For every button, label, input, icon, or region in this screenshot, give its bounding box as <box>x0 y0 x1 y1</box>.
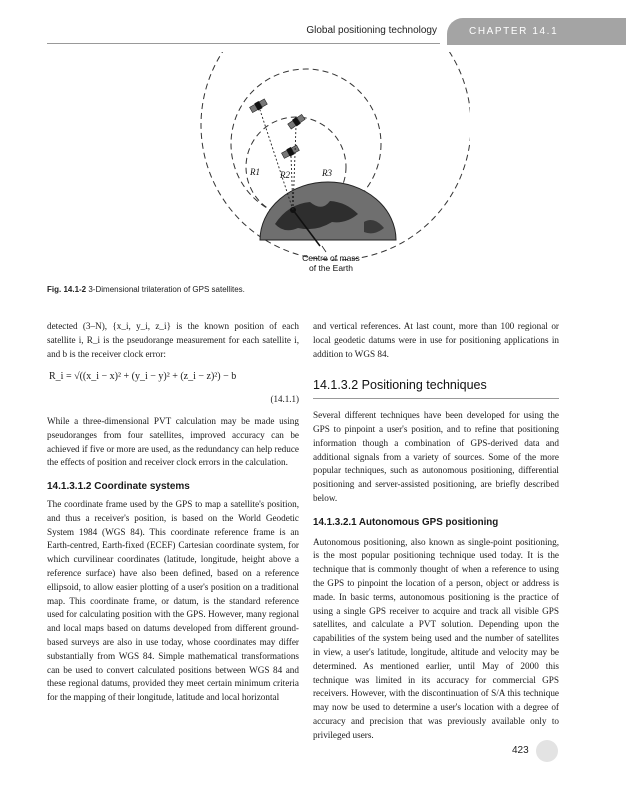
satellite-icon <box>249 98 268 113</box>
subheading-coordinate-systems: 14.1.3.1.2 Coordinate systems <box>47 481 190 493</box>
equation-number: (14.1.1) <box>270 394 299 404</box>
satellite-icon <box>281 144 300 159</box>
trilateration-figure <box>160 52 470 284</box>
right-paragraph-3: Autonomous positioning, also known as single-point positioning, is the most popular positioning technique used today. It is the technique that is commonly thought of when a reference to using the GPS to pinpoint the location of a person, object or address is made. In basic terms, autonomous positioning is the practice of using a single GPS receiver to acquire and track all visible GPS satellites, and calculate a PVT solution. Depending upon the capabilities of the system being used and the number of satellites in view, a user's latitude, longitude, altitude and velocity may be determined. As mentioned earlier, until May of 2000 this technique was limited in its accuracy for commercial GPS receivers. However, with the discontinuation of S/A this technique may now be used to determine a user's location with a degree of accuracy and precision that was previously available only to privileged users. <box>313 536 559 740</box>
left-paragraph-3: The coordinate frame used by the GPS to map a satellite's position, and thus a receiver's position, is based on the World Geodetic System 1984 (WGS 84). This coordinate reference frame is an Earth-centred, Earth-fixed (ECEF) Cartesian coordinate system, for which curvilinear coordinates (latitude, longitude, height above a reference surface) have also been defined, based on a reference ellipsoid, to allow easier plotting of a user's position on a traditional map. This coordinate frame, or datum, is the standard reference used for calculating position with the GPS. However, many regional and local maps based on datums developed from different ground-based surveys are also in use today, whose coordinates may differ substantially from WGS 84. Simple mathematical transformations can be used to convert calculated positions between WGS 84 and these regional datums, provided they meet certain minimum criteria for the mapping of their longitude, latitude and local horizontal <box>47 498 299 703</box>
page-number: 423 <box>512 745 529 756</box>
pseudorange-equation <box>47 368 299 408</box>
figure-caption-number: Fig. 14.1-2 <box>47 285 87 294</box>
satellite-icon <box>287 114 306 130</box>
centre-label-line2: of the Earth <box>309 263 353 273</box>
left-column-continued <box>47 415 299 705</box>
left-paragraph-2: While a three-dimensional PVT calculation may be made using pseudoranges from four satellites, improved accuracy can be achieved if five or more are used, as the redundancy can help reduce the effects of position and receiver clock errors in the calculation. <box>47 416 299 468</box>
left-column <box>47 320 299 361</box>
section-heading-positioning-techniques: 14.1.3.2 Positioning techniques <box>313 379 559 399</box>
centre-leader-line <box>322 246 326 252</box>
page-number-circle <box>536 740 558 762</box>
label-r2: R2 <box>280 170 290 180</box>
centre-label-line1: Centre of mass <box>302 253 360 263</box>
right-column <box>313 320 559 743</box>
header-rule <box>47 43 440 44</box>
label-r1: R1 <box>250 167 260 177</box>
right-paragraph-1: and vertical references. At last count, more than 100 regional or local geodetic datums were in use for positioning applications in addition to WGS 84. <box>313 321 559 359</box>
label-r3: R3 <box>322 168 332 178</box>
running-title: Global positioning technology <box>306 25 437 36</box>
right-paragraph-2: Several different techniques have been developed for using the GPS to pinpoint a user's position, and to refine that positioning information though a combination of GPS-derived data and additional signals from a variety of sources. Some of the more popular techniques, such as autonomous positioning, differential positioning and server-assisted positioning, are briefly described below. <box>313 410 559 503</box>
left-paragraph-intro: detected (3–N), {x_i, y_i, z_i} is the known position of each satellite i, R_i is the pseudorange measurement for each satellite i, and b is the receiver clock error: <box>47 321 299 359</box>
figure-caption-text: 3-Dimensional trilateration of GPS satellites. <box>88 285 245 294</box>
subheading-autonomous-gps: 14.1.3.2.1 Autonomous GPS positioning <box>313 516 499 528</box>
figure-caption <box>47 285 245 294</box>
equation-body: R_i = √((x_i − x)² + (y_i − y)² + (z_i − z)²) − b <box>49 371 237 382</box>
chapter-label: CHAPTER 14.1 <box>469 26 559 37</box>
